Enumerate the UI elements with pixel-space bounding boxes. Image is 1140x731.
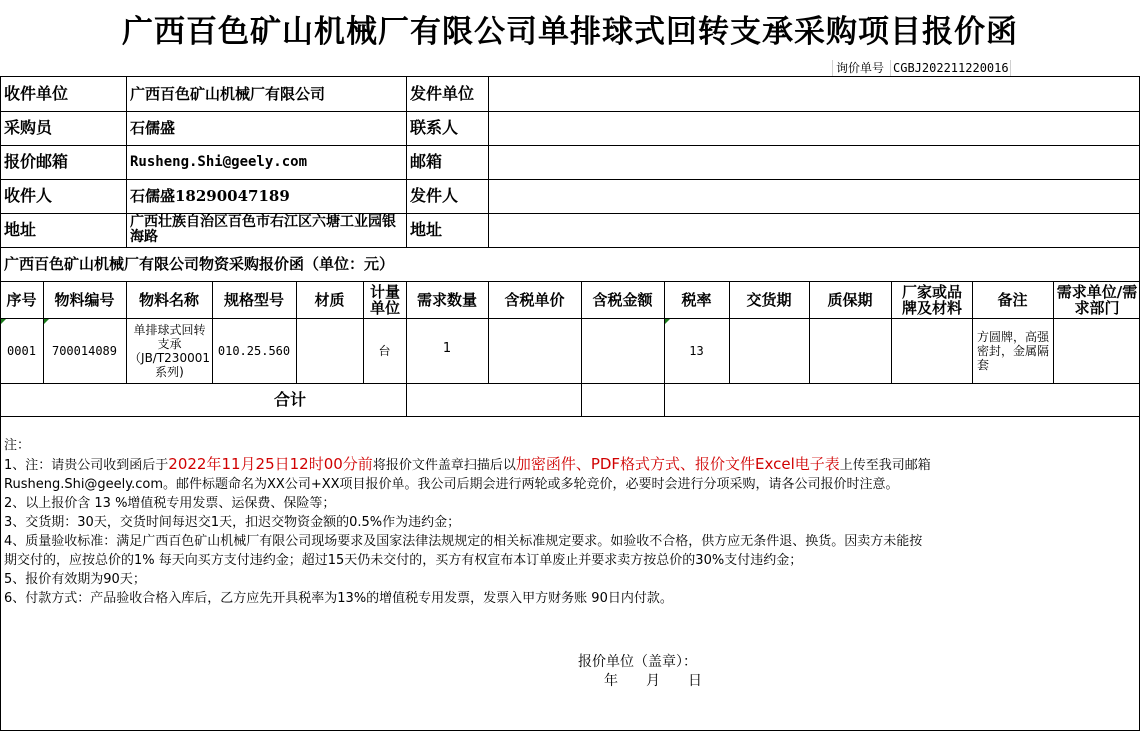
- recipient-value: 石儒盛18290047189: [130, 187, 290, 205]
- notes-section: [4, 436, 1138, 608]
- col-header-qty: 需求数量: [416, 291, 477, 309]
- note-5: 5、报价有效期为90天；: [4, 572, 146, 587]
- note-4-continued: 期交付的，应按总价的1% 每天向买方支付违约金；超过15天仍未交付的，买方有权宣布本订单废止并要求卖方按总价的30%支付违约金；: [4, 553, 803, 568]
- col-header-seq: 序号: [6, 291, 37, 309]
- mailbox-label: 邮箱: [410, 152, 443, 171]
- col-header-remark: 备注: [997, 291, 1028, 309]
- col-header-dept: 需求单位/需求部门: [1056, 283, 1138, 317]
- cell-delivery: [729, 319, 809, 383]
- cell-name: 单排球式回转支承（JB/T230001系列): [129, 323, 210, 379]
- cell-seq: 0001: [7, 344, 36, 358]
- col-header-unit: 计量单位: [369, 283, 400, 317]
- format-requirement-text: 加密函件、PDF格式方式、报价文件Excel电子表: [515, 455, 840, 473]
- col-header-code: 物料编号: [54, 291, 115, 309]
- note-4: 4、质量验收标准：满足广西百色矿山机械厂有限公司现场要求及国家法律法规规定的相关标准规定要求。如验收不合格，供方应无条件退、换货。因卖方未能按: [4, 534, 923, 549]
- cell-code: 700014089: [51, 344, 118, 358]
- cell-unit-price: [488, 319, 581, 383]
- cell-qty: 1: [442, 341, 452, 356]
- address-label: 地址: [4, 220, 37, 239]
- note-6: 6、付款方式：产品验收合格入库后，乙方应先开具税率为13%的增值税专用发票，发票入甲方财务账 90日内付款。: [4, 591, 673, 606]
- col-header-warranty: 质保期: [827, 291, 873, 309]
- cell-material: [296, 319, 363, 383]
- col-header-material: 材质: [314, 291, 345, 309]
- cell-spec: 010.25.560: [217, 344, 291, 358]
- note-1-continued: Rusheng.Shi@geely.com。邮件标题命名为XX公司+XX项目报价单。我公司后期会进行两轮或多轮竞价，必要时会进行分项采购，请各公司报价时注意。: [4, 477, 899, 492]
- left-border: [0, 416, 1, 731]
- col-header-name: 物料名称: [138, 291, 199, 309]
- address2-label: 地址: [410, 220, 443, 239]
- col-header-amount: 含税金额: [592, 291, 653, 309]
- sender-label: 发件人: [410, 186, 459, 205]
- inquiry-number: CGBJ202211220016: [893, 61, 1009, 75]
- cell-tax-rate: 13: [689, 344, 704, 358]
- cell-warranty: [809, 319, 891, 383]
- col-header-brand: 厂家或品牌及材料: [901, 283, 962, 317]
- email-label: 报价邮箱: [4, 152, 69, 171]
- cell-brand: [891, 319, 972, 383]
- deadline-text: 2022年11月25日12时00分前: [168, 455, 373, 473]
- recv-unit-label: 收件单位: [4, 84, 69, 103]
- cell-amount: [581, 319, 664, 383]
- inquiry-number-label: 询价单号: [836, 61, 885, 75]
- section-subtitle: 广西百色矿山机械厂有限公司物资采购报价函（单位：元）: [4, 255, 395, 273]
- col-header-unit-price: 含税单价: [504, 291, 565, 309]
- cell-dept: [1053, 319, 1139, 383]
- note-2: 2、以上报价含 13 %增值税专用发票、运保费、保险等；: [4, 496, 336, 511]
- signature-label: 报价单位（盖章）：: [578, 654, 697, 670]
- address-value: 广西壮族自治区百色市右江区六塘工业园银海路: [130, 214, 396, 245]
- signature-date: 年 月 日: [604, 673, 702, 689]
- col-header-tax-rate: 税率: [681, 291, 712, 309]
- total-label: 合计: [273, 390, 306, 409]
- recipient-label: 收件人: [4, 186, 53, 205]
- contact-label: 联系人: [410, 118, 459, 137]
- cell-remark: 方圆牌，高强密封，金属隔套: [977, 330, 1050, 372]
- note-1: 1、注：请贵公司收到函后于2022年11月25日12时00分前将报价文件盖章扫描后以加密函件、PDF格式方式、报价文件Excel电子表上传至我司邮箱: [4, 455, 931, 473]
- cell-unit: 台: [378, 344, 391, 358]
- buyer-label: 采购员: [4, 118, 53, 137]
- col-header-delivery: 交货期: [746, 291, 792, 309]
- note-3: 3、交货期：30天，交货时间每迟交1天，扣迟交物资金额的0.5%作为违约金；: [4, 515, 461, 530]
- buyer-value: 石儒盛: [130, 119, 176, 137]
- document-title: 广西百色矿山机械厂有限公司单排球式回转支承采购项目报价函: [122, 14, 1018, 50]
- notes-heading: 注：: [4, 438, 31, 453]
- email-value: Rusheng.Shi@geely.com: [130, 154, 308, 170]
- col-header-spec: 规格型号: [223, 291, 284, 309]
- send-unit-label: 发件单位: [410, 84, 475, 103]
- recv-unit-value: 广西百色矿山机械厂有限公司: [130, 85, 326, 103]
